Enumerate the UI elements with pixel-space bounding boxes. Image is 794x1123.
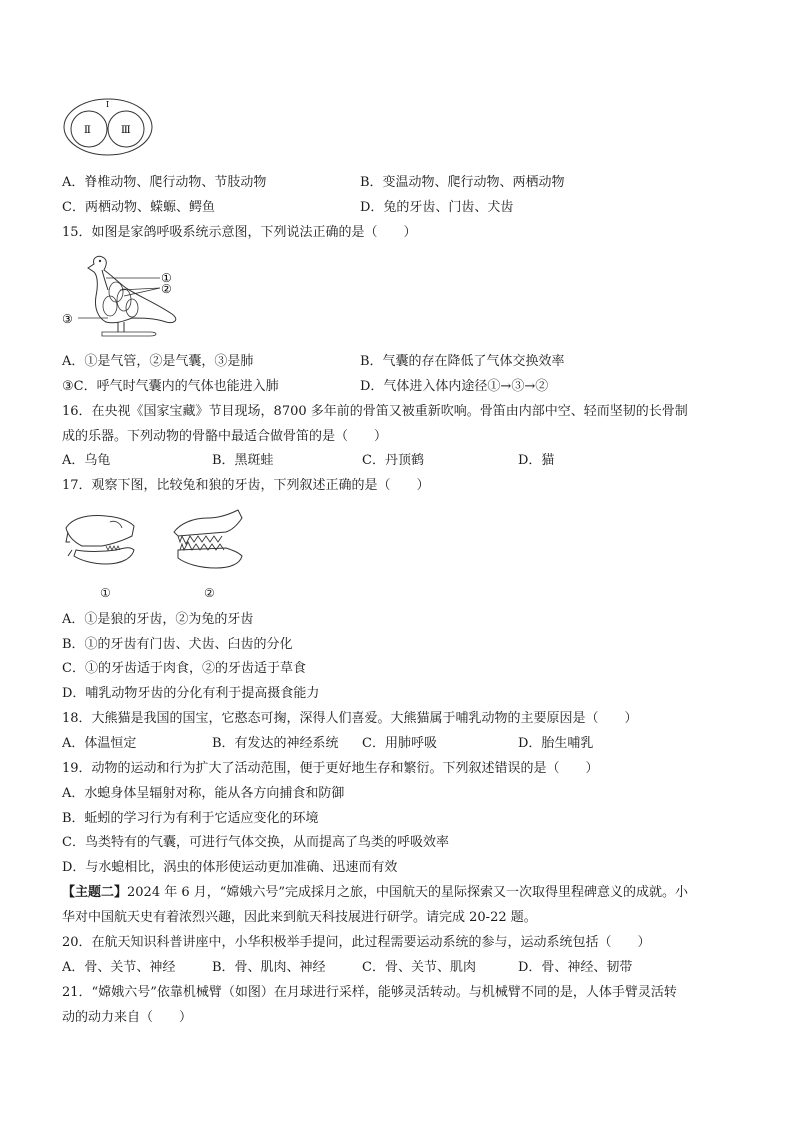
wolf-lower-jaw [178, 548, 242, 568]
theme2-line-2: 华对中国航天史有着浓烈兴趣，因此来到航天科技展进行研学。请完成 20-22 题。 [62, 910, 537, 925]
q21-stem-line-2: 动的动力来自（ ） [62, 1010, 193, 1025]
rabbit-skull-outline [66, 516, 134, 547]
venn-label-right: Ⅲ [121, 125, 131, 136]
q15-option-a: A．①是气管，②是气囊，③是肺 [62, 354, 254, 369]
pigeon-air-sac-1 [109, 282, 123, 302]
q20-option-d: D．骨、神经、韧带 [518, 960, 633, 975]
q19-option-c: C．鸟类特有的气囊，可进行气体交换，从而提高了鸟类的呼吸效率 [62, 835, 449, 850]
wolf-upper-teeth [178, 536, 222, 544]
rabbit-skull-figure [62, 506, 144, 572]
q14-option-c: C．两栖动物、蝾螈、鳄鱼 [62, 200, 215, 215]
fig-label-2: ② [161, 282, 172, 296]
wolf-upper-jaw [174, 510, 242, 536]
q20-option-c: C．骨、关节、肌肉 [362, 960, 476, 975]
q14-option-b: B．变温动物、爬行动物、两栖动物 [360, 175, 565, 190]
q16-option-c: C．丹顶鹤 [362, 453, 424, 468]
q18-option-d: D．胎生哺乳 [518, 736, 594, 751]
q19-option-b: B．蚯蚓的学习行为有利于它适应变化的环境 [62, 811, 319, 826]
q14-option-a: A．脊椎动物、爬行动物、节肢动物 [62, 175, 267, 190]
pigeon-air-sac-4 [126, 299, 138, 317]
fig-label-1: ① [161, 271, 172, 285]
pigeon-air-sac-3 [103, 296, 117, 316]
pigeon-eye [99, 260, 101, 262]
q18-option-c: C．用肺呼吸 [362, 736, 437, 751]
q19-option-a: A．水螅身体呈辐射对称，能从各方向捕食和防御 [62, 786, 345, 801]
q17-option-d: D．哺乳动物牙齿的分化有利于提高摄食能力 [62, 686, 320, 701]
q15-stem: 15．如图是家鸽呼吸系统示意图，下列说法正确的是（ ） [62, 225, 417, 240]
q20-option-b: B．骨、肌肉、神经 [212, 960, 326, 975]
q16-option-a: A．乌龟 [62, 453, 111, 468]
q17-stem: 17．观察下图，比较兔和狼的牙齿，下列叙述正确的是（ ） [62, 478, 430, 493]
pigeon-legs [118, 322, 124, 332]
q20-stem: 20．在航天知识科普讲座中，小华积极举手提问，此过程需要运动系统的参与，运动系统包括（ ） [62, 935, 651, 950]
q16-stem-line-1: 16．在央视《国家宝藏》节目现场，8700 多年前的骨笛又被重新吹响。骨笛由内部中空、轻而坚韧的长骨制 [62, 404, 688, 419]
wolf-skull-figure [168, 506, 248, 574]
q16-option-d: D．猫 [518, 453, 555, 468]
q18-option-b: B．有发达的神经系统 [212, 736, 339, 751]
q16-stem-line-2: 成的乐器。下列动物的骨骼中最适合做骨笛的是（ ） [62, 429, 388, 444]
rabbit-jaw-outline [74, 548, 134, 564]
venn-label-left: Ⅱ [84, 125, 91, 136]
q21-stem-line-1: 21．“嫦娥六号”依靠机械臂（如图）在月球进行采样，能够灵活转动。与机械臂不同的是，人体手臂灵活转 [62, 985, 677, 1000]
q20-option-a: A．骨、关节、神经 [62, 960, 176, 975]
rabbit-eye-socket [110, 521, 122, 528]
fig-label-3: ③ [62, 312, 73, 326]
theme2-tag: 【主题二】 [62, 885, 128, 900]
venn-diagram [62, 96, 154, 158]
q17-option-a: A．①是狼的牙齿，②为兔的牙齿 [62, 612, 254, 627]
fig-caption-1: ① [100, 586, 111, 600]
q15-option-d: D．气体进入体内途径①→③→② [360, 379, 549, 394]
q15-option-b: B．气囊的存在降低了气体交换效率 [360, 354, 565, 369]
fig-caption-2: ② [204, 586, 215, 600]
theme2-text-1: 2024 年 6 月，“嫦娥六号”完成採月之旅，中国航天的星际探索又一次取得里程碑意义的成就。小 [127, 885, 689, 900]
pigeon-perch [102, 332, 156, 336]
q18-stem: 18．大熊猫是我国的国宝，它憨态可掬，深得人们喜爱。大熊猫属于哺乳动物的主要原因是（ ） [62, 711, 638, 726]
q18-option-a: A．体温恒定 [62, 736, 137, 751]
pigeon-respiratory-figure [62, 252, 192, 344]
q17-option-c: C．①的牙齿适于肉食，②的牙齿适于草食 [62, 661, 306, 676]
q17-option-b: B．①的牙齿有门齿、犬齿、臼齿的分化 [62, 637, 293, 652]
pigeon-trachea [102, 270, 108, 290]
q14-option-d: D．兔的牙齿、门齿、犬齿 [360, 200, 514, 215]
venn-label-outer: I [106, 100, 110, 109]
q19-stem: 19．动物的运动和行为扩大了活动范围，便于更好地生存和繁衍。下列叙述错误的是（ ） [62, 761, 599, 776]
q19-option-d: D．与水螅相比，涡虫的体形使运动更加准确、迅速而有效 [62, 860, 398, 875]
q15-option-c: ③C．呼气时气囊内的气体也能进入肺 [62, 379, 279, 394]
theme2-line-1 [62, 884, 688, 902]
q16-option-b: B．黑斑蛙 [212, 453, 274, 468]
